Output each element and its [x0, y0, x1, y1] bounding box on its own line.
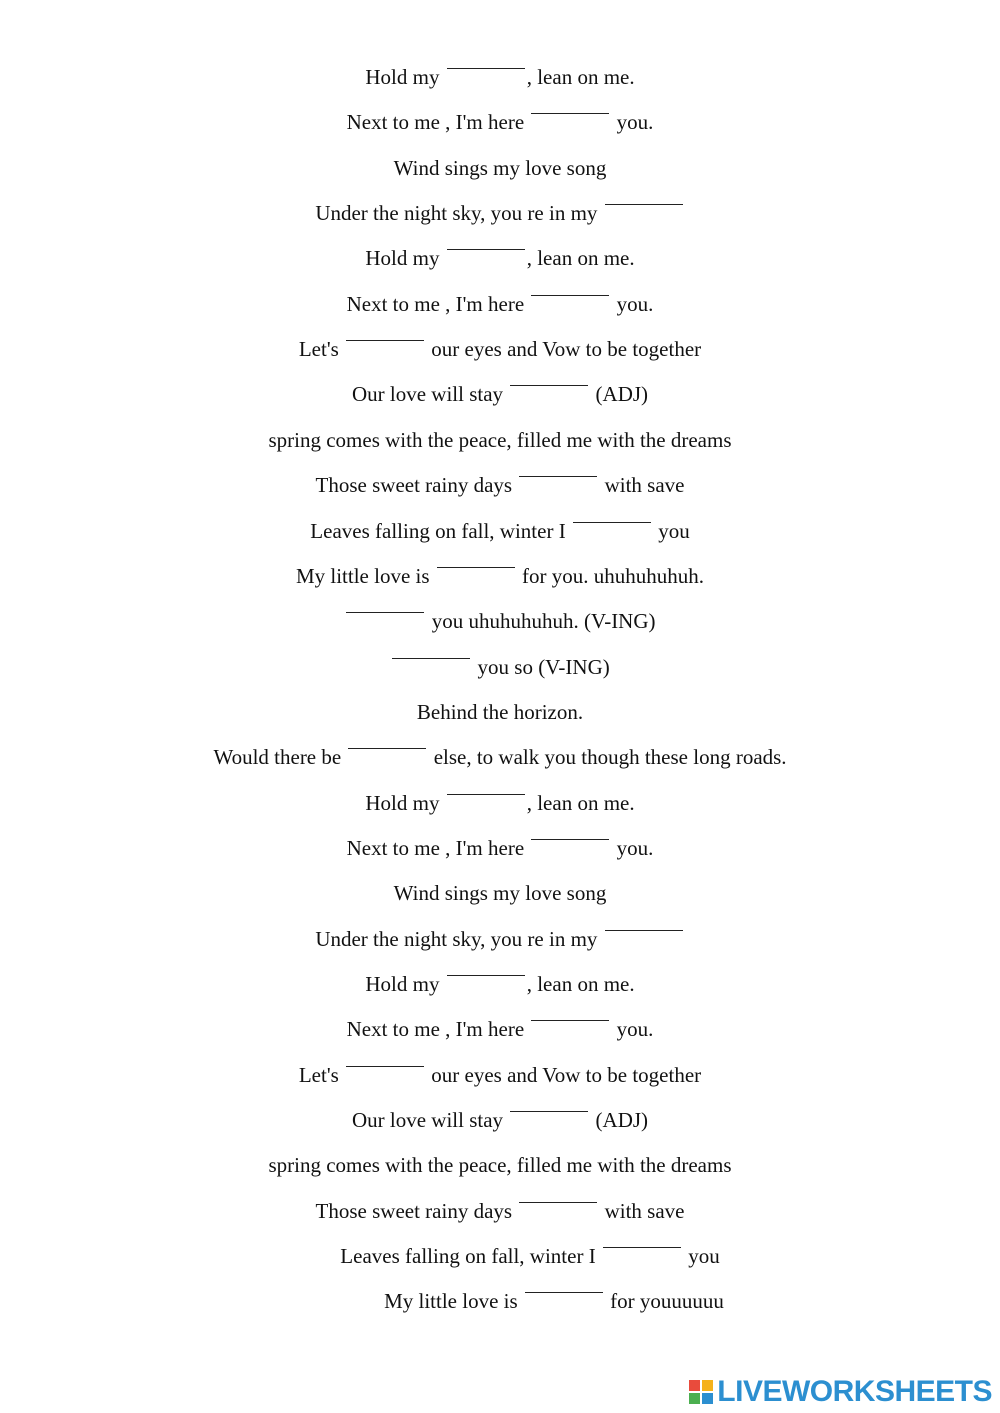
answer-blank[interactable] — [346, 1065, 424, 1067]
lyric-text: Wind sings my love song — [393, 881, 607, 906]
answer-input[interactable] — [519, 1183, 597, 1205]
liveworksheets-logo-text: LIVEWORKSHEETS — [717, 1375, 992, 1408]
lyric-line — [0, 200, 1000, 226]
lyric-text: Under the night sky, you re in my — [315, 926, 603, 951]
lyric-text: Our love will stay — [351, 1108, 509, 1133]
answer-blank[interactable] — [605, 203, 683, 205]
answer-blank[interactable] — [392, 657, 470, 659]
lyric-line — [0, 336, 1000, 362]
lyric-line — [0, 654, 1000, 680]
answer-blank[interactable] — [525, 1291, 603, 1293]
lyric-text: (ADJ) — [590, 382, 649, 407]
answer-input[interactable] — [447, 775, 525, 797]
lyric-text: Next to me , I'm here — [346, 110, 530, 135]
answer-blank[interactable] — [531, 838, 609, 840]
answer-input[interactable] — [392, 639, 470, 661]
lyric-text: Those sweet rainy days — [315, 473, 518, 498]
lyric-text: for youuuuuu — [604, 1289, 724, 1314]
answer-input[interactable] — [510, 366, 588, 388]
answer-blank[interactable] — [605, 929, 683, 931]
answer-blank[interactable] — [346, 339, 424, 341]
lyric-text: you. — [611, 291, 654, 316]
lyric-line — [0, 472, 1000, 498]
lyric-text: My little love is — [295, 563, 435, 588]
answer-blank[interactable] — [573, 521, 651, 523]
lyric-line — [0, 1062, 1000, 1088]
lyric-text: our eyes and Vow to be together — [426, 337, 702, 362]
lyric-line — [0, 1198, 1000, 1224]
lyric-line — [0, 155, 1000, 181]
answer-input[interactable] — [447, 49, 525, 71]
lyric-text: you — [652, 518, 690, 543]
lyric-text: you. — [611, 110, 654, 135]
answer-input[interactable] — [437, 548, 515, 570]
answer-blank[interactable] — [447, 974, 525, 976]
lyric-text: with save — [599, 1198, 685, 1223]
lyric-line — [30, 1243, 1000, 1269]
answer-blank[interactable] — [510, 384, 588, 386]
lyric-line — [0, 64, 1000, 90]
answer-input[interactable] — [510, 1092, 588, 1114]
lyric-text: Wind sings my love song — [393, 155, 607, 180]
lyric-line — [0, 971, 1000, 997]
answer-input[interactable] — [447, 230, 525, 252]
answer-input[interactable] — [346, 1047, 424, 1069]
answer-input[interactable] — [605, 185, 683, 207]
lyric-line — [0, 245, 1000, 271]
answer-input[interactable] — [519, 457, 597, 479]
lyric-text: Next to me , I'm here — [346, 291, 530, 316]
lyric-line — [0, 563, 1000, 589]
lyric-text: our eyes and Vow to be together — [426, 1062, 702, 1087]
answer-blank[interactable] — [447, 793, 525, 795]
lyric-line — [0, 1016, 1000, 1042]
answer-input[interactable] — [531, 276, 609, 298]
lyric-text: Those sweet rainy days — [315, 1198, 518, 1223]
answer-blank[interactable] — [531, 112, 609, 114]
lyric-text: you so (V-ING) — [472, 654, 610, 679]
lyric-line — [0, 790, 1000, 816]
lyric-text: Under the night sky, you re in my — [315, 201, 603, 226]
lyric-text: , lean on me. — [526, 790, 635, 815]
lyric-line — [0, 381, 1000, 407]
lyric-text: Would there be — [213, 745, 347, 770]
lyric-text: you. — [611, 835, 654, 860]
answer-input[interactable] — [346, 593, 424, 615]
lyric-line — [0, 427, 1000, 453]
lyric-line — [0, 835, 1000, 861]
answer-blank[interactable] — [603, 1246, 681, 1248]
answer-input[interactable] — [348, 729, 426, 751]
lyric-text: Hold my — [365, 246, 445, 271]
lyric-text: Our love will stay — [351, 382, 509, 407]
lyric-text: with save — [599, 473, 685, 498]
lyric-line — [0, 1107, 1000, 1133]
lyric-text: you. — [611, 1017, 654, 1042]
lyric-text: Leaves falling on fall, winter I — [310, 518, 571, 543]
liveworksheets-logo-icon — [689, 1380, 713, 1404]
lyric-text: , lean on me. — [526, 65, 635, 89]
answer-blank[interactable] — [519, 1201, 597, 1203]
answer-input[interactable] — [531, 94, 609, 116]
lyric-text: you uhuhuhuhuh. (V-ING) — [426, 609, 656, 634]
lyric-text: for you. uhuhuhuhuh. — [516, 563, 705, 588]
lyric-line — [0, 1152, 1000, 1178]
lyric-text: spring comes with the peace, filled me with the dreams — [268, 1153, 732, 1178]
lyric-text: Hold my — [365, 790, 445, 815]
answer-input[interactable] — [605, 911, 683, 933]
lyric-text: else, to walk you though these long roads. — [428, 745, 787, 770]
lyric-text: Let's — [298, 1062, 345, 1087]
lyric-line — [0, 109, 1000, 135]
answer-input[interactable] — [346, 321, 424, 343]
lyric-text: Next to me , I'm here — [346, 1017, 530, 1042]
lyric-line — [0, 699, 1000, 725]
lyric-text: Hold my — [365, 65, 445, 89]
answer-input[interactable] — [447, 956, 525, 978]
liveworksheets-logo — [689, 1375, 992, 1409]
lyric-text: Let's — [298, 337, 345, 362]
answer-input[interactable] — [573, 503, 651, 525]
lyric-line — [54, 1288, 1000, 1314]
answer-blank[interactable] — [510, 1110, 588, 1112]
answer-input[interactable] — [603, 1228, 681, 1250]
lyric-line — [0, 608, 1000, 634]
answer-blank[interactable] — [531, 1019, 609, 1021]
lyric-text: , lean on me. — [526, 246, 635, 271]
answer-blank[interactable] — [519, 475, 597, 477]
lyric-text: Hold my — [365, 972, 445, 996]
lyric-line — [0, 926, 1000, 952]
answer-blank[interactable] — [346, 611, 424, 613]
answer-input[interactable] — [525, 1273, 603, 1295]
lyric-text: Behind the horizon. — [416, 699, 584, 724]
answer-input[interactable] — [531, 820, 609, 842]
lyric-text: Leaves falling on fall, winter I — [340, 1244, 601, 1269]
answer-blank[interactable] — [531, 294, 609, 296]
answer-blank[interactable] — [348, 747, 426, 749]
lyric-line — [0, 291, 1000, 317]
lyric-text: (ADJ) — [590, 1108, 649, 1133]
answer-blank[interactable] — [447, 248, 525, 250]
lyric-text: spring comes with the peace, filled me with the dreams — [268, 427, 732, 452]
lyric-line — [0, 880, 1000, 906]
answer-blank[interactable] — [437, 566, 515, 568]
answer-input[interactable] — [531, 1001, 609, 1023]
lyric-text: My little love is — [384, 1289, 523, 1314]
answer-blank[interactable] — [447, 67, 525, 69]
lyric-line — [0, 518, 1000, 544]
lyric-text: you — [682, 1244, 720, 1269]
lyric-line — [0, 744, 1000, 770]
lyric-text: Next to me , I'm here — [346, 835, 530, 860]
lyric-text: , lean on me. — [526, 972, 635, 996]
